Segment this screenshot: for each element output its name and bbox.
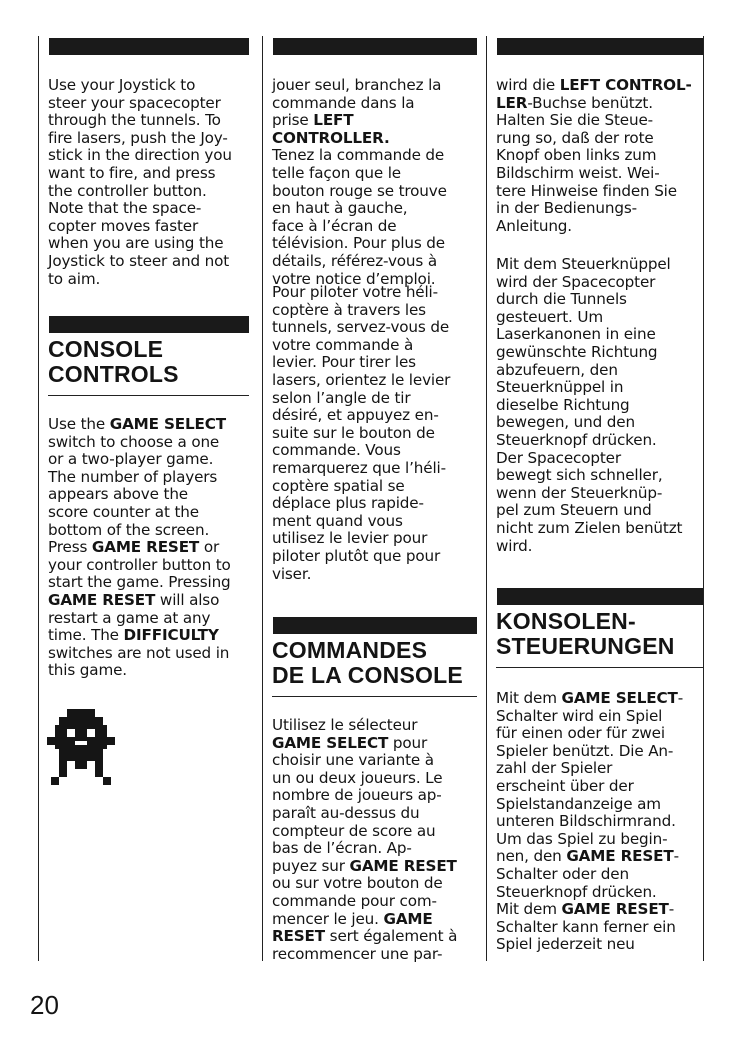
page-number: 20 [30,990,59,1020]
robot-icon [47,708,115,786]
column-english [38,36,249,961]
console-controls-paragraph-en: Use the GAME SELECT switch to choose a one or a two-player game. The number of players appears above the score counter at the bottom of the screen. Press GAME RESET or your controller button to start the game. Pressing GAME RESET will also restart a game at any time. The DIFFICULTY switches are not used in this game. [48,415,231,680]
column-german [486,36,704,961]
section-bar [49,38,249,55]
section-bar [273,38,477,55]
column-french [262,36,477,961]
section-bar [497,38,703,55]
section-bar [49,316,249,333]
konsolen-steuerungen-heading: KONSOLEN- STEUERUNGEN [496,609,703,668]
gameplay-paragraph-de: Mit dem Steuerknüppel wird der Spacecopter durch die Tunnels gesteuert. Um Laserkanonen in eine gewünschte Richtung abzufeuern, den Steuerknüppel in dieselbe Richtung bewegen, und den Steuerknopf drücken. Der Spacecopter bewegt sich schneller, wenn der Steuerknüp- pel zum Steuern und nicht zum Zielen benützt wird. [496,255,683,555]
console-paragraph-de: Mit dem GAME SELECT- Schalter wird ein Spiel für einen oder für zwei Spieler benützt. Die An- zahl der Spieler erscheint über der Spielstandanzeige am unteren Bildschirmrand. Um das Spiel zu begin- nen, den GAME RESET- Schalter oder den Steuerknopf drücken. Mit dem GAME RESET- Schalter kann ferner ein Spiel jederzeit neu [496,689,684,954]
commandes-console-heading: COMMANDES DE LA CONSOLE [272,638,477,697]
section-bar [497,588,703,605]
console-controls-heading: CONSOLE CONTROLS [48,337,249,396]
gameplay-paragraph-en: Use your Joystick to steer your spacecopter through the tunnels. To fire lasers, push the Joy- stick in the direction you want to fire, and press the controller button. Note that the space- copter moves faster when you are using the Joystick to steer and not to aim. [48,76,232,288]
console-paragraph-fr: Utilisez le sélecteur GAME SELECT pour choisir une variante à un ou deux joueurs. Le nombre de joueurs ap- paraît au-dessus du compteur de score au bas de l’écran. Ap- puyez sur GAME RESET ou sur votre bouton de commande pour com- mencer le jeu. GAME RESET sert également à recommencer une par- [272,716,458,963]
section-bar [273,617,477,634]
gameplay-paragraph-fr: Pour piloter votre héli- coptère à travers les tunnels, servez-vous de votre commande à levier. Pour tirer les lasers, orientez le levier selon l’angle de tir désiré, et appuyez en- suite sur le bouton de commande. Vous remarquerez que l’héli- coptère spatial se déplace plus rapide- ment quand vous utilisez le levier pour piloter plutôt que pour viser. [272,283,451,583]
controller-paragraph-de: wird die LEFT CONTROL- LER-Buchse benützt. Halten Sie die Steue- rung so, daß der rote Knopf oben links zum Bildschirm weist. Wei- tere Hinweise finden Sie in der Bedienungs- Anleitung. [496,76,692,235]
controller-paragraph-fr: jouer seul, branchez la commande dans la prise LEFT CONTROLLER. Tenez la commande de telle façon que le bouton rouge se trouve en haut à gauche, face à l’écran de télévision. Pour plus de détails, référez-vous à votre notice d’emploi. [272,76,447,288]
